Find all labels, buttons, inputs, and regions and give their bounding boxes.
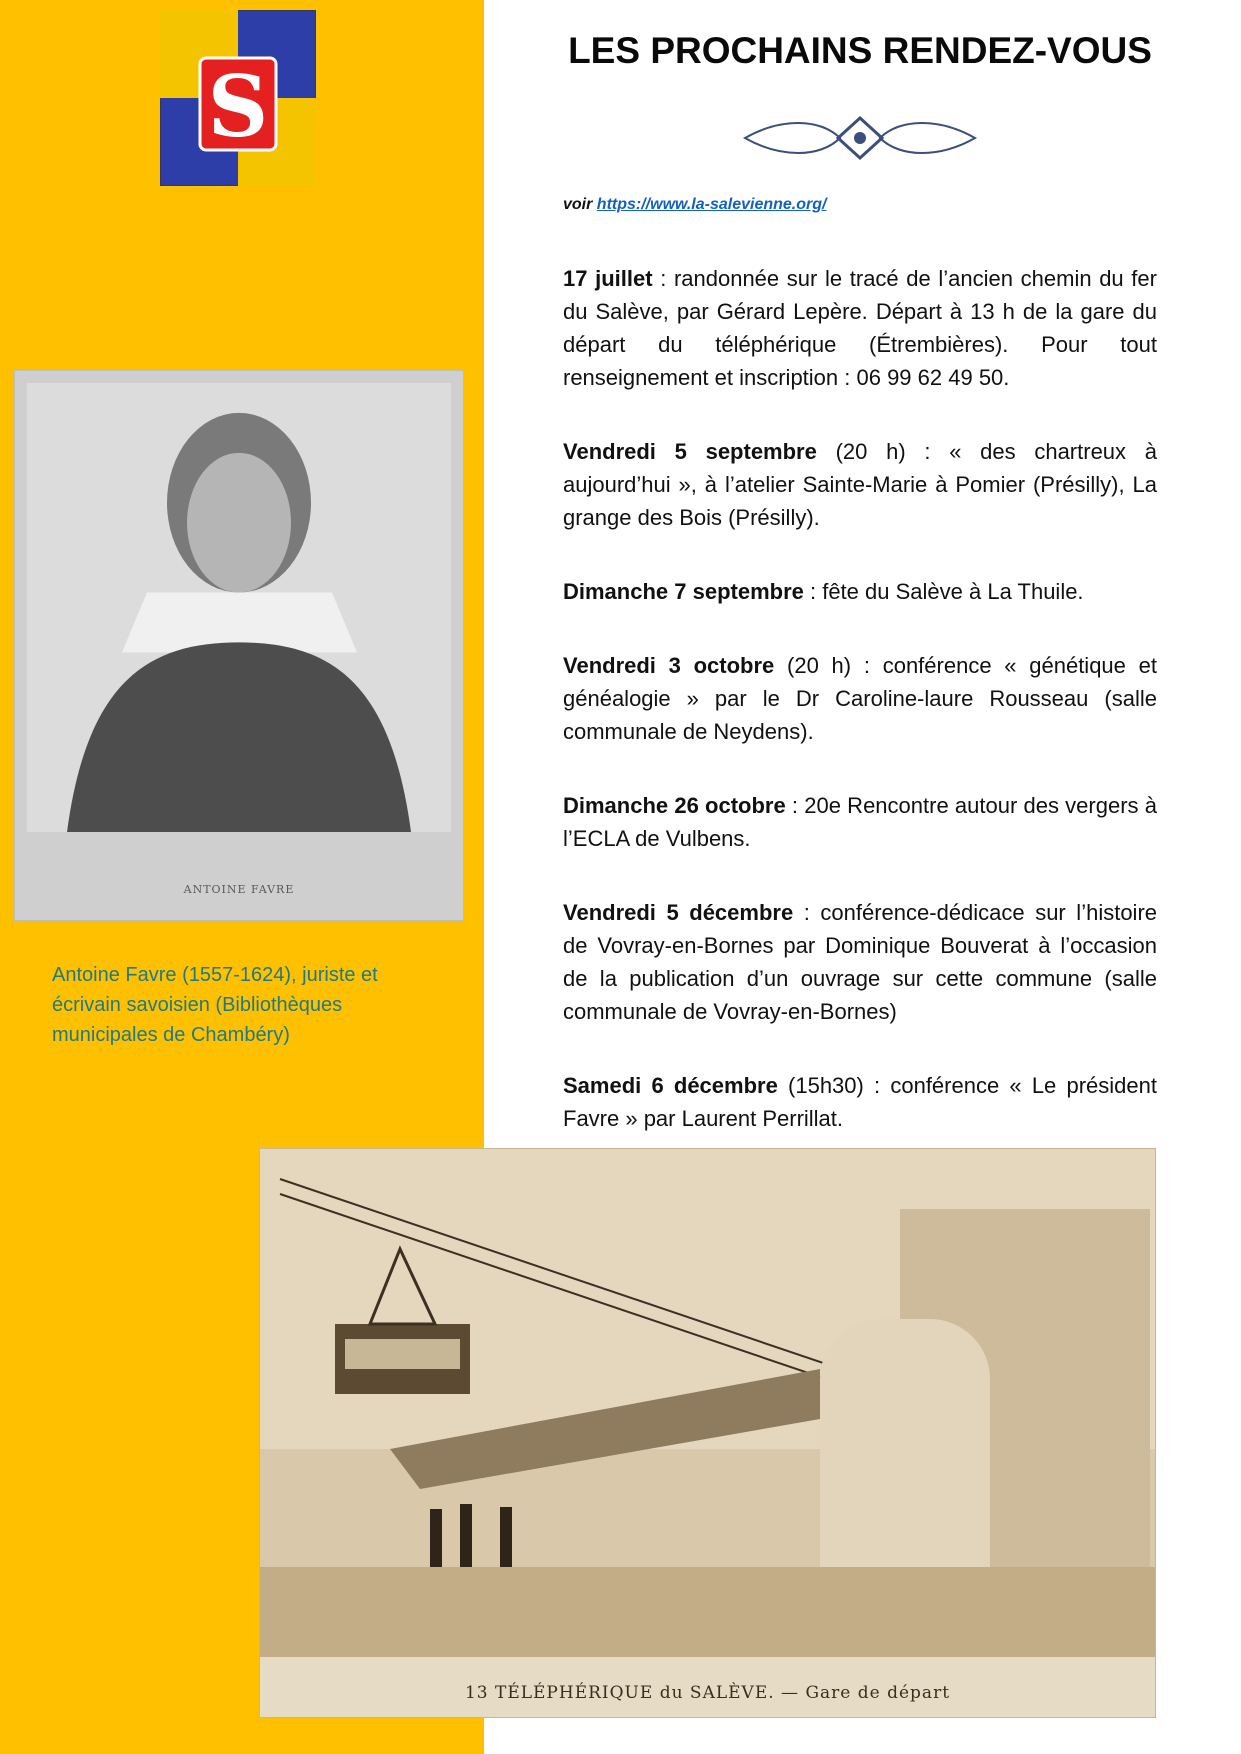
portrait-engraving <box>14 370 464 921</box>
events-list <box>563 262 1157 1176</box>
event-date: Dimanche 7 septembre <box>563 579 804 604</box>
website-line <box>563 196 826 214</box>
cable-car-photo <box>259 1148 1156 1718</box>
event-date: Samedi 6 décembre <box>563 1073 778 1098</box>
photo-caption: 13 TÉLÉPHÉRIQUE du SALÈVE. — Gare de départ <box>464 1683 951 1703</box>
event-text: (20 h) : « des chartreux à aujourd’hui », à l’atelier Sainte-Marie à Pomier (Présilly), La grange des Bois (Présilly). <box>563 439 1157 530</box>
event-text: (15h30) : conférence « Le président Favre » par Laurent Perrillat. <box>563 1073 1157 1131</box>
logo-letter: S <box>207 57 269 156</box>
event-item <box>563 649 1157 748</box>
event-date: 17 juillet <box>563 266 653 291</box>
website-link[interactable]: https://www.la-salevienne.org/ <box>596 196 827 213</box>
page-title: LES PROCHAINS RENDEZ-VOUS <box>568 30 1152 71</box>
portrait-image <box>27 383 451 832</box>
event-item <box>563 435 1157 534</box>
event-text: : conférence-dédicace sur l’histoire de Vovray-en-Bornes par Dominique Bouverat à l’occasion de la publication d’un ouvrage sur cette commune (salle communale de Vovray-en-Bornes) <box>563 900 1158 1024</box>
event-date: Vendredi 5 décembre <box>563 900 794 925</box>
event-text: : 20e Rencontre autour des vergers à l’ECLA de Vulbens. <box>563 793 1157 851</box>
ornament-divider <box>740 108 980 168</box>
event-item <box>563 262 1157 394</box>
see-prefix: voir <box>563 196 593 213</box>
event-date: Vendredi 3 octobre <box>563 653 775 678</box>
event-item <box>563 1069 1157 1135</box>
photo-ground <box>260 1567 1155 1657</box>
event-item <box>563 896 1157 1028</box>
portrait-engraved-caption: ANTOINE FAVRE <box>183 883 295 896</box>
event-item <box>563 789 1157 855</box>
portrait-caption: Antoine Favre (1557-1624), juriste et écrivain savoisien (Bibliothèques municipales de Chambéry) <box>52 964 378 1046</box>
event-item <box>563 575 1157 608</box>
coat-of-arms-logo <box>160 10 316 186</box>
event-date: Dimanche 26 octobre <box>563 793 786 818</box>
event-text: : randonnée sur le tracé de l’ancien chemin du fer du Salève, par Gérard Lepère. Départ à 13 h de la gare du départ du téléphérique (Étrembières). Pour tout renseignement et inscription : 06 99 62 49 50. <box>563 266 1157 390</box>
event-text: (20 h) : conférence « génétique et généalogie » par le Dr Caroline-laure Rousseau (salle communale de Neydens). <box>563 653 1157 744</box>
event-text: : fête du Salève à La Thuile. <box>803 579 1084 604</box>
event-date: Vendredi 5 septembre <box>563 439 817 464</box>
